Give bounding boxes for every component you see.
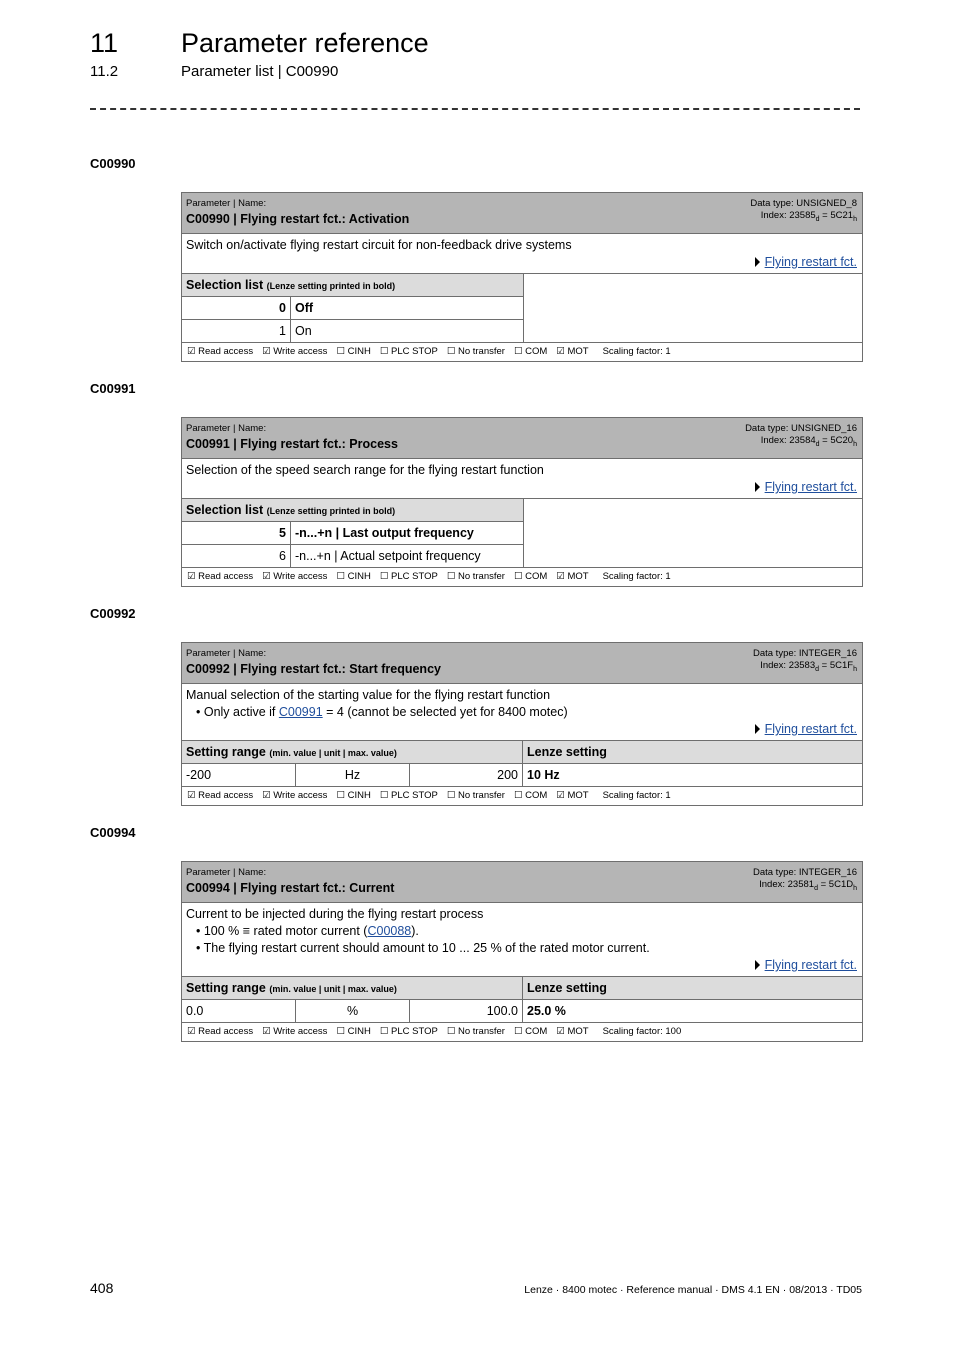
param-label: Parameter | Name: [186, 423, 267, 434]
list-item: 5 -n...+n | Last output frequency [182, 522, 523, 545]
param-label: Parameter | Name: [186, 648, 267, 659]
section-number: 11.2 [90, 63, 119, 80]
chapter-title: Parameter reference [181, 28, 429, 58]
setting-range-header: Setting range (min. value | unit | max. value) Lenze setting [182, 977, 862, 1000]
list-item: 6 -n...+n | Actual setpoint frequency [182, 545, 523, 567]
header-divider [90, 108, 860, 110]
footer-text: Lenze · 8400 motec · Reference manual · DMS 4.1 EN · 08/2013 · TD05 [524, 1284, 862, 1296]
reference-link[interactable]: Flying restart fct. [755, 957, 857, 974]
param-datatype: Data type: INTEGER_16 Index: $23583_d = 5C1F_h$ [752, 648, 857, 673]
param-datatype: Data type: INTEGER_16 Index: $23581_d = 5C1D_h$ [752, 867, 857, 892]
param-name: C00992 | Flying restart fct.: Start frequency [186, 662, 441, 676]
reference-link[interactable]: Flying restart fct. [755, 479, 857, 496]
param-description: Selection of the speed search range for the flying restart function Flying restart fct. [182, 459, 862, 499]
reference-link[interactable]: Flying restart fct. [755, 254, 857, 271]
param-header [182, 193, 862, 234]
param-datatype: Data type: UNSIGNED_8 Index: $23585_d = 5C21_h$ [750, 198, 857, 223]
param-heading: C00991 [90, 381, 136, 396]
page-number: 408 [90, 1280, 114, 1296]
param-name: C00991 | Flying restart fct.: Process [186, 437, 398, 451]
selection-list-header: Selection list (Lenze setting printed in bold) [182, 499, 523, 522]
param-link-c00088[interactable]: C00088 [367, 924, 412, 938]
param-heading: C00992 [90, 606, 136, 621]
arrow-right-icon [755, 482, 760, 492]
selection-list [182, 274, 862, 343]
param-description: Current to be injected during the flying restart process • 100 % ≡ rated motor current (C00088). • The flying restart current should amount to 10 ... 25 % of the rated motor current. Flying restart fct. [182, 903, 862, 977]
param-heading: C00994 [90, 825, 136, 840]
access-flags: ☑ Read access ☑ Write access ☐ CINH ☐ PLC STOP ☐ No transfer ☐ COM ☑ MOT Scaling factor: 1 [187, 790, 671, 801]
access-flags: ☑ Read access ☑ Write access ☐ CINH ☐ PLC STOP ☐ No transfer ☐ COM ☑ MOT Scaling factor: 1 [187, 346, 671, 357]
access-flags: ☑ Read access ☑ Write access ☐ CINH ☐ PLC STOP ☐ No transfer ☐ COM ☑ MOT Scaling factor: 1 [187, 571, 671, 582]
setting-range-row: -200 Hz 200 10 Hz [182, 764, 862, 787]
setting-range-header: Setting range (min. value | unit | max. value) Lenze setting [182, 741, 862, 764]
param-name: C00990 | Flying restart fct.: Activation [186, 212, 410, 226]
param-name: C00994 | Flying restart fct.: Current [186, 881, 395, 895]
setting-range-row: 0.0 % 100.0 25.0 % [182, 1000, 862, 1023]
param-header [182, 862, 862, 903]
section-title: Parameter list | C00990 [181, 63, 339, 80]
selection-list [182, 499, 862, 568]
access-flags: ☑ Read access ☑ Write access ☐ CINH ☐ PLC STOP ☐ No transfer ☐ COM ☑ MOT Scaling factor: 100 [187, 1026, 682, 1037]
param-link-c00991[interactable]: C00991 [278, 705, 323, 719]
arrow-right-icon [755, 724, 760, 734]
param-description: Manual selection of the starting value for the flying restart function • Only active if C00991 = 4 (cannot be selected yet for 8400 motec) Flying restart fct. [182, 684, 862, 741]
param-table-c00991 [181, 417, 863, 587]
param-table-c00994 [181, 861, 863, 1042]
param-table-c00992 [181, 642, 863, 806]
reference-link[interactable]: Flying restart fct. [755, 721, 857, 738]
param-label: Parameter | Name: [186, 198, 267, 209]
arrow-right-icon [755, 257, 760, 267]
param-header [182, 643, 862, 684]
param-label: Parameter | Name: [186, 867, 267, 878]
chapter-number: 11 [90, 28, 119, 58]
param-description: Switch on/activate flying restart circuit for non-feedback drive systems Flying restart fct. [182, 234, 862, 274]
param-header [182, 418, 862, 459]
selection-list-header: Selection list (Lenze setting printed in bold) [182, 274, 523, 297]
param-table-c00990 [181, 192, 863, 362]
arrow-right-icon [755, 960, 760, 970]
list-item: 0 Off [182, 297, 523, 320]
param-datatype: Data type: UNSIGNED_16 Index: $23584_d = 5C20_h$ [745, 423, 857, 448]
list-item: 1 On [182, 320, 523, 342]
param-heading: C00990 [90, 156, 136, 171]
